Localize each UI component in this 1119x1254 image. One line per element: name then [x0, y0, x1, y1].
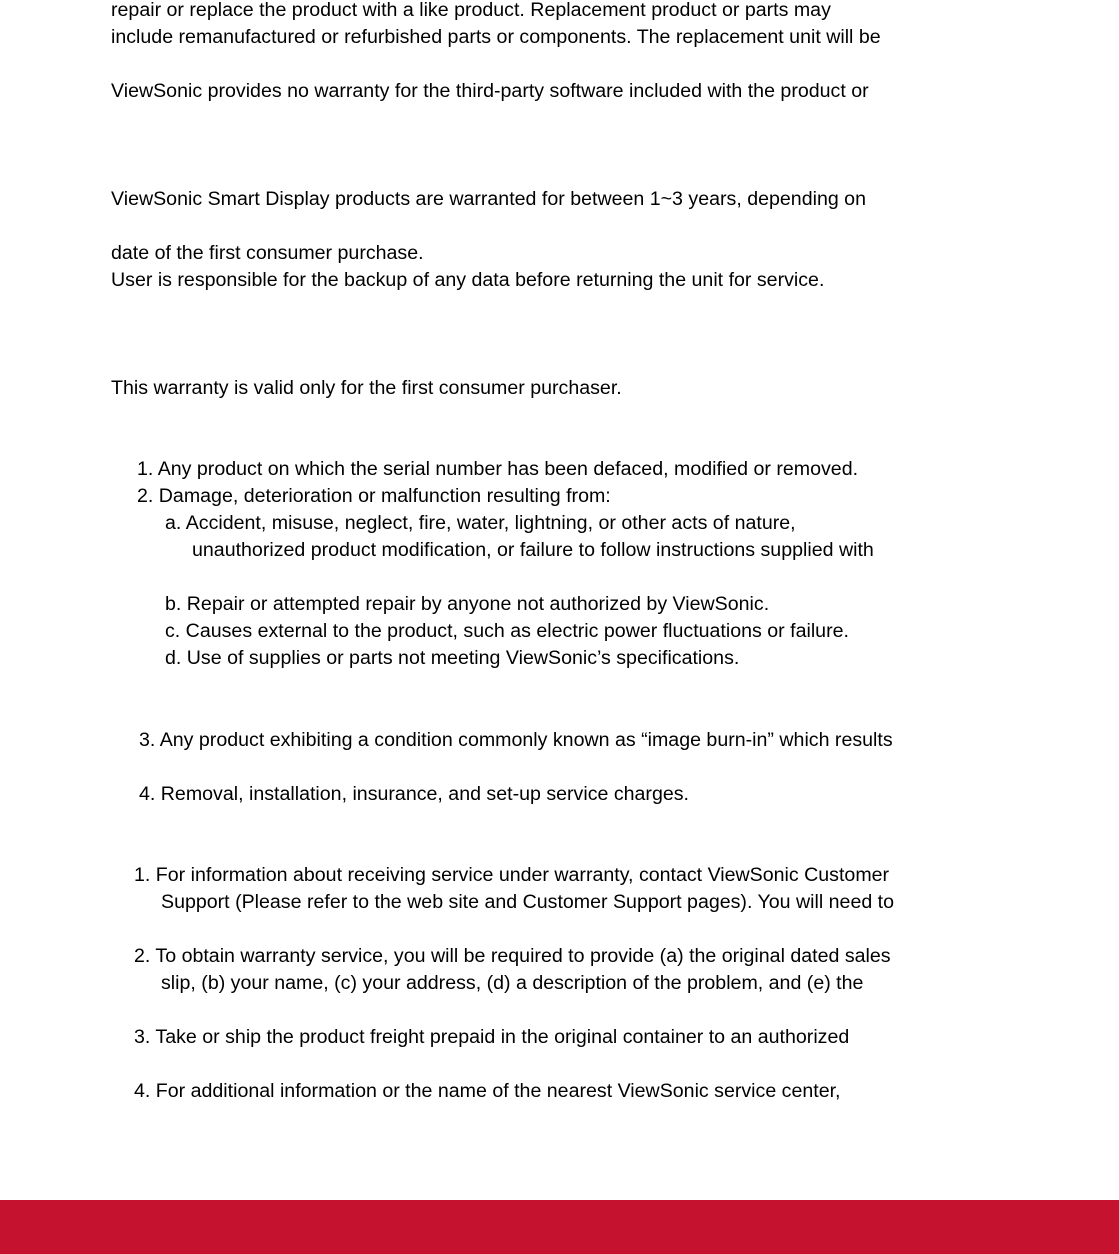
exclusion-subitem: c. Causes external to the product, such as electric power fluctuations or failure. — [165, 620, 849, 642]
service-step: 4. For additional information or the name of the nearest ViewSonic service center, — [134, 1080, 841, 1102]
body-text-line: User is responsible for the backup of any data before returning the unit for service. — [111, 269, 825, 291]
service-step-continuation: Support (Please refer to the web site and Customer Support pages). You will need to — [161, 891, 895, 913]
body-text-line: date of the first consumer purchase. — [111, 242, 424, 264]
service-step: 3. Take or ship the product freight prepaid in the original container to an authorized — [134, 1026, 850, 1048]
body-text-line: ViewSonic Smart Display products are warranted for between 1~3 years, depending on — [111, 188, 866, 210]
exclusion-item: 3. Any product exhibiting a condition commonly known as “image burn-in” which results — [139, 729, 893, 751]
exclusion-item: 4. Removal, installation, insurance, and set-up service charges. — [139, 783, 689, 805]
service-step: 2. To obtain warranty service, you will be required to provide (a) the original dated sales — [134, 945, 891, 967]
body-text-line: include remanufactured or refurbished parts or components. The replacement unit will be — [111, 26, 881, 48]
service-step-continuation: slip, (b) your name, (c) your address, (d) a description of the problem, and (e) the — [161, 972, 864, 994]
exclusion-item: 1. Any product on which the serial number has been defaced, modified or removed. — [137, 458, 859, 480]
exclusion-item: 2. Damage, deterioration or malfunction resulting from: — [137, 485, 611, 507]
body-text-line: ViewSonic provides no warranty for the third-party software included with the product or — [111, 80, 869, 102]
body-text-line: repair or replace the product with a like product. Replacement product or parts may — [111, 0, 831, 21]
exclusion-subitem: b. Repair or attempted repair by anyone not authorized by ViewSonic. — [165, 593, 770, 615]
exclusion-subitem: d. Use of supplies or parts not meeting ViewSonic’s specifications. — [165, 647, 740, 669]
exclusion-subitem-continuation: unauthorized product modification, or failure to follow instructions supplied with — [192, 539, 874, 561]
service-step: 1. For information about receiving service under warranty, contact ViewSonic Customer — [134, 864, 890, 886]
footer-bar — [0, 1200, 1119, 1254]
body-text-line: This warranty is valid only for the first consumer purchaser. — [111, 377, 622, 399]
exclusion-subitem: a. Accident, misuse, neglect, fire, water, lightning, or other acts of nature, — [165, 512, 796, 534]
